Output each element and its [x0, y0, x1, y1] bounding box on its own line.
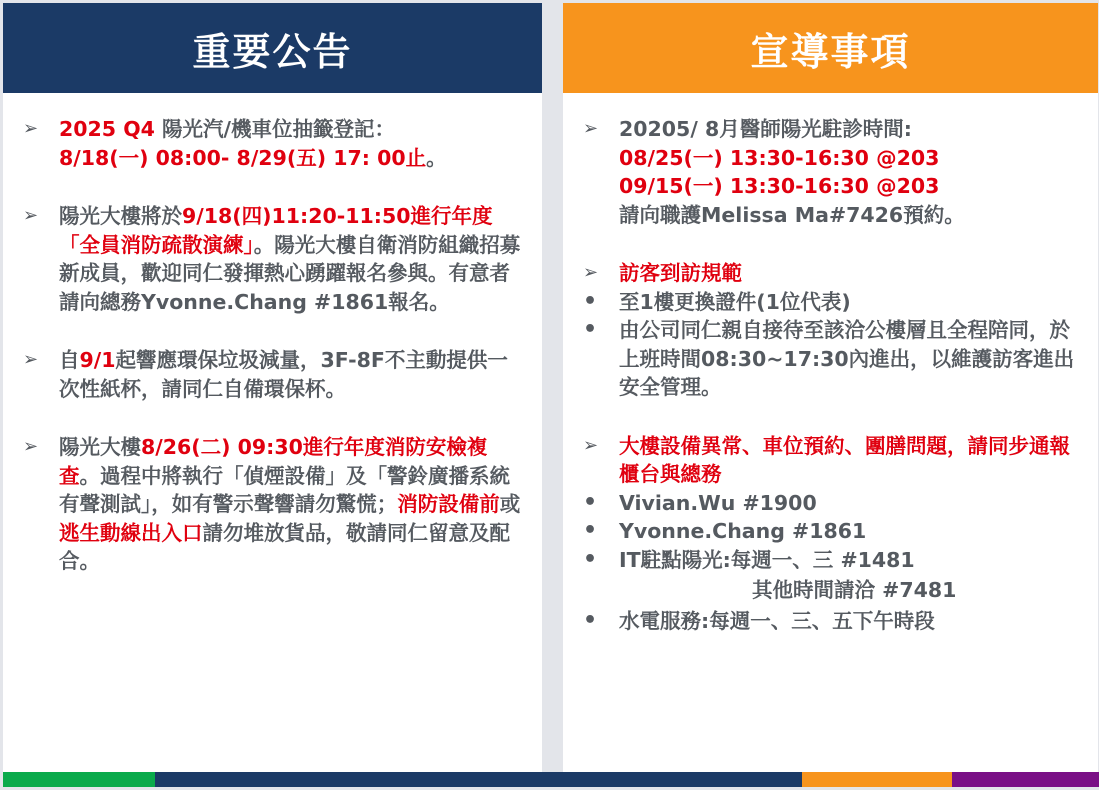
text-run: 2025 Q4 — [59, 117, 163, 141]
arrow-bullet-icon: ➢ — [23, 118, 39, 139]
advocacy-header: 宣導事項 — [563, 3, 1098, 93]
announcements-list — [3, 93, 542, 576]
text-run: 陽光大樓 — [59, 435, 141, 459]
stripe-navy — [155, 772, 802, 787]
dot-bullet-icon: • — [583, 288, 598, 314]
text-run: 9/18(四)11:20-11:50進行年度「全員消防疏散演練」 — [59, 204, 493, 257]
list-item — [583, 607, 1080, 636]
stripe-green — [3, 772, 155, 787]
list-item — [583, 546, 1080, 575]
arrow-bullet-icon: ➢ — [583, 262, 599, 283]
report-title: 大樓設備異常、車位預約、團膳問題，請同步通報櫃台與總務 — [619, 433, 1070, 486]
arrow-bullet-icon: ➢ — [23, 436, 39, 457]
dot-bullet-icon: • — [583, 518, 598, 543]
arrow-bullet-icon: ➢ — [23, 349, 39, 370]
text-run: 陽光汽/機車位抽籤登記： — [162, 117, 396, 141]
contact-entry: Yvonne.Chang #1861 — [619, 519, 867, 543]
announcement-item — [23, 202, 524, 316]
dot-bullet-icon: • — [583, 607, 598, 633]
announcement-text — [59, 115, 524, 172]
text-run: 逃生動線出入口 — [59, 520, 203, 545]
text-run: 。過程中將執行「偵煙設備」及「警鈴廣播系統有聲測試」，如有警示聲響請勿驚慌； — [59, 463, 510, 516]
text-run: 消防設備前 — [397, 492, 500, 516]
arrow-bullet-icon: ➢ — [583, 118, 599, 139]
visitor-title: 訪客到訪規範 — [619, 261, 742, 285]
list-item — [583, 517, 1080, 546]
clinic-contact: 請向職護Melissa Ma#7426預約。 — [619, 202, 965, 227]
announcement-item — [23, 433, 524, 576]
arrow-bullet-icon: ➢ — [583, 434, 599, 456]
list-item — [583, 316, 1080, 402]
text-run: 請勿堆放貨品，敬請同仁留意及配合。 — [59, 520, 510, 573]
it-other-hours: 其他時間請洽 #7481 — [752, 578, 957, 602]
clinic-title: 20205/ 8月醫師陽光駐診時間: — [619, 117, 912, 141]
clinic-item — [583, 115, 1080, 229]
stripe-purple — [952, 772, 1099, 787]
announcement-item — [23, 346, 524, 403]
color-stripe-footer — [3, 772, 1099, 787]
text-run: 陽光大樓將於 — [59, 204, 182, 228]
announcement-text — [59, 202, 524, 316]
dot-bullet-icon: • — [583, 546, 598, 572]
announcements-panel — [3, 3, 542, 772]
text-run: 自 — [59, 348, 80, 372]
text-run: 8/18(一) 08:00- 8/29(五) 17: 00止 — [59, 145, 427, 170]
arrow-bullet-icon: ➢ — [23, 205, 39, 226]
text-run: 起響應環保垃圾減量，3F-8F不主動提供一次性紙杯，請同仁自備環保杯。 — [59, 348, 508, 401]
visitor-title-item — [583, 259, 1080, 288]
utility-service: 水電服務:每週一、三、五下午時段 — [619, 608, 935, 633]
advocacy-list — [563, 93, 1098, 635]
announcement-text — [59, 346, 524, 403]
dot-bullet-icon: • — [583, 317, 598, 342]
stripe-orange — [802, 772, 952, 787]
advocacy-panel — [563, 3, 1098, 772]
text-run: 9/1 — [79, 348, 116, 372]
text-run: 。陽光大樓自衛消防組織招募新成員，歡迎同仁發揮熱心踴躍報名參與。有意者請向總務Yvonne.Chang #1861報名。 — [59, 232, 521, 314]
visitor-rule: 至1樓更換證件(1位代表) — [619, 289, 851, 314]
list-item — [583, 576, 1080, 605]
announcement-item — [23, 115, 524, 172]
contact-entry: IT駐點陽光:每週一、三 #1481 — [619, 547, 915, 572]
text-run: 8/26(二) 09:30進行年度消防安檢複查 — [59, 435, 488, 488]
announcements-header: 重要公告 — [3, 3, 542, 93]
dot-bullet-icon: • — [583, 489, 598, 515]
text-run: 。 — [426, 145, 447, 170]
report-title-item — [583, 432, 1080, 489]
contact-entry: Vivian.Wu #1900 — [619, 490, 817, 515]
list-item — [583, 288, 1080, 317]
visitor-rule: 由公司同仁親自接待至該洽公樓層且全程陪同，於上班時間08:30~17:30內進出，以維護訪客進出安全管理。 — [619, 318, 1075, 399]
list-item — [583, 489, 1080, 518]
announcement-text — [59, 433, 524, 576]
clinic-slot: 09/15(一) 13:30-16:30 @203 — [619, 174, 940, 198]
text-run: 或 — [499, 492, 521, 516]
clinic-slot: 08/25(一) 13:30-16:30 @203 — [619, 145, 940, 170]
